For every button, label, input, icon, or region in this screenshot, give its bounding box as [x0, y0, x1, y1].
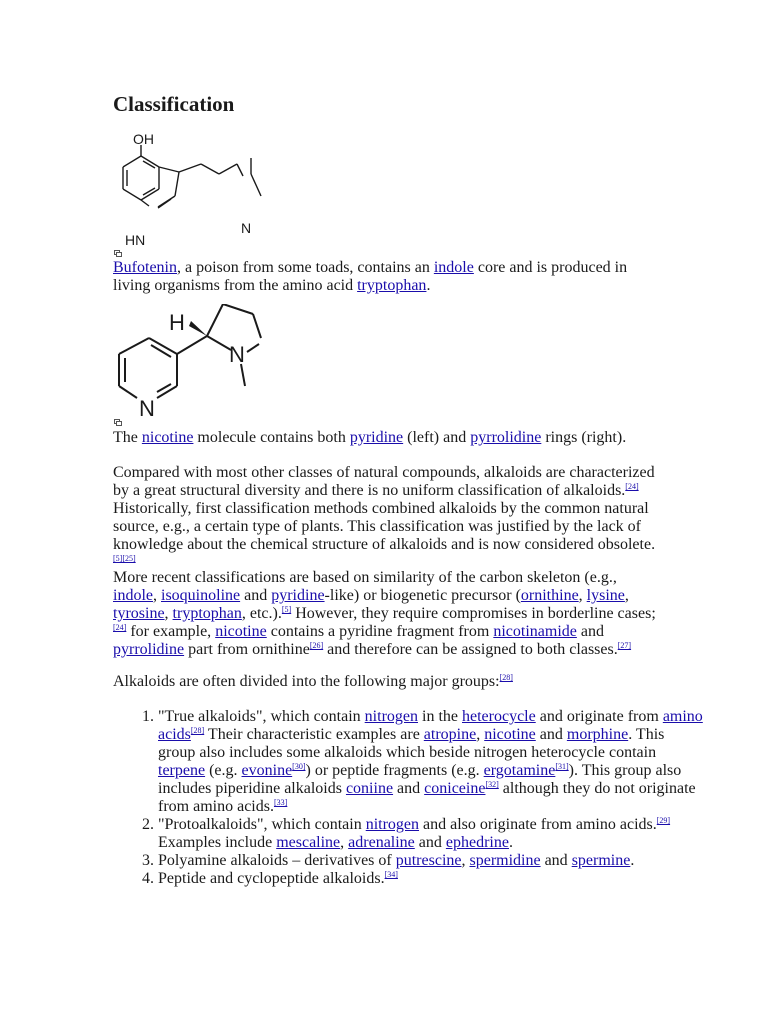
citation-link[interactable]: [28] — [499, 673, 513, 682]
link-atropine[interactable]: atropine — [423, 726, 477, 743]
paragraph-2 — [113, 569, 658, 659]
hn-label: HN — [125, 232, 146, 248]
body-text: Polyamine alkaloids – derivatives of — [158, 852, 396, 869]
enlarge-icon[interactable] — [114, 419, 122, 426]
citation-link[interactable]: [26] — [309, 641, 324, 650]
link-tryptophan[interactable]: tryptophan — [357, 277, 427, 294]
body-text: in the — [418, 708, 462, 725]
link-nicotine[interactable]: nicotine — [484, 726, 536, 743]
link-tyrosine[interactable]: tyrosine — [113, 605, 165, 622]
caption-text: The — [113, 429, 142, 446]
body-text: ). This group also includes piperidine alkaloids — [158, 762, 682, 797]
link-amino-acids[interactable]: amino acids — [158, 708, 703, 743]
link-pyrrolidine[interactable]: pyrrolidine — [113, 641, 185, 658]
n-label: N — [241, 220, 252, 236]
body-text: , — [578, 587, 587, 604]
body-text: contains a pyridine fragment from — [266, 623, 494, 640]
body-text: , — [476, 726, 485, 743]
list-number: 4. — [142, 870, 154, 887]
link-coniine[interactable]: coniine — [345, 780, 394, 797]
link-ornithine[interactable]: ornithine — [520, 587, 579, 604]
caption-text: . — [426, 277, 431, 294]
body-text: and also originate from amino acids. — [419, 816, 657, 833]
body-text: , — [164, 605, 173, 622]
body-text: . — [630, 852, 635, 869]
citation-link[interactable]: [27] — [617, 641, 632, 650]
body-text: "Protoalkaloids", which contain — [158, 816, 366, 833]
link-spermine[interactable]: spermine — [571, 852, 631, 869]
link-mescaline[interactable]: mescaline — [276, 834, 341, 851]
body-text: , etc.). — [241, 605, 282, 622]
body-text: and — [535, 726, 567, 743]
body-text: -like) or biogenetic precursor ( — [324, 587, 521, 604]
body-text: Historically, first classification methods combined alkaloids by the common natural source, e.g., a certain type of plants. This classification was justified by the lack of knowledge about the chemical structure of alkaloids and is now considered obsolete. — [113, 500, 656, 553]
caption-text: rings (right). — [541, 429, 627, 446]
body-text: although they do not originate from amino acids. — [158, 780, 696, 815]
body-text: and — [576, 623, 604, 640]
link-indole[interactable]: indole — [433, 259, 474, 276]
paragraph-1 — [113, 464, 658, 572]
body-text: for example, — [126, 623, 216, 640]
body-text: Examples include — [158, 834, 277, 851]
bufotenin-molecule — [113, 128, 273, 250]
link-nitrogen[interactable]: nitrogen — [364, 708, 418, 725]
caption-text: , a poison from some toads, contains an — [177, 259, 434, 276]
link-nicotine[interactable]: nicotine — [141, 429, 194, 446]
body-text: and — [240, 587, 272, 604]
link-bufotenin[interactable]: Bufotenin — [113, 259, 177, 276]
link-evonine[interactable]: evonine — [241, 762, 293, 779]
body-text: ) or peptide fragments (e.g. — [305, 762, 484, 779]
body-text: Compared with most other classes of natural compounds, alkaloids are characterized by a great structural diversity and there is no uniform classification of alkaloids. — [113, 464, 655, 499]
list-item — [142, 870, 703, 888]
body-text: , — [340, 834, 349, 851]
link-nitrogen[interactable]: nitrogen — [365, 816, 420, 833]
citation-link[interactable]: [5] — [281, 605, 292, 614]
body-text: and — [393, 780, 425, 797]
body-text: "True alkaloids", which contain — [158, 708, 365, 725]
list-item — [142, 708, 703, 816]
enlarge-icon[interactable] — [114, 250, 122, 257]
link-pyridine[interactable]: pyridine — [349, 429, 404, 446]
link-ephedrine[interactable]: ephedrine — [445, 834, 509, 851]
alkaloid-groups-list — [113, 708, 703, 888]
citation-link[interactable]: [5][25] — [113, 554, 136, 563]
body-text: and — [540, 852, 572, 869]
n-label-pyridine: N — [139, 396, 155, 421]
body-text: . — [508, 834, 513, 851]
body-text: Alkaloids are often divided into the following major groups: — [113, 673, 500, 690]
link-coniceine[interactable]: coniceine — [424, 780, 486, 797]
oh-label: OH — [133, 131, 154, 147]
citation-link[interactable]: [34] — [384, 870, 398, 879]
citation-link[interactable]: [30] — [292, 762, 306, 771]
bufotenin-caption — [113, 259, 658, 295]
nicotine-caption — [113, 429, 658, 447]
link-indole[interactable]: indole — [113, 587, 153, 604]
link-terpene[interactable]: terpene — [158, 762, 206, 779]
body-text: . This group also includes some alkaloids which beside nitrogen heterocycle contain — [158, 726, 665, 761]
section-heading: Classification — [113, 92, 235, 116]
link-tryptophan[interactable]: tryptophan — [172, 605, 242, 622]
caption-text: molecule contains both — [193, 429, 350, 446]
citation-link[interactable]: [24] — [113, 623, 127, 632]
citation-link[interactable]: [31] — [555, 762, 569, 771]
link-putrescine[interactable]: putrescine — [395, 852, 462, 869]
n-label-pyrrolidine: N — [229, 342, 245, 367]
link-heterocycle[interactable]: heterocycle — [462, 708, 536, 725]
list-number: 1. — [142, 708, 154, 725]
citation-link[interactable]: [32] — [485, 780, 499, 789]
link-morphine[interactable]: morphine — [566, 726, 629, 743]
list-item — [142, 816, 703, 852]
body-text: However, they require compromises in borderline cases; — [291, 605, 656, 622]
list-item — [142, 852, 703, 870]
link-isoquinoline[interactable]: isoquinoline — [161, 587, 241, 604]
list-number: 2. — [142, 816, 154, 833]
h-label: H — [169, 310, 185, 335]
body-text: part from ornithine — [184, 641, 310, 658]
bufotenin-structure-image[interactable] — [113, 128, 273, 250]
citation-link[interactable]: [24] — [625, 482, 639, 491]
link-ergotamine[interactable]: ergotamine — [483, 762, 556, 779]
body-text: , — [461, 852, 470, 869]
citation-link[interactable]: [28] — [190, 726, 205, 735]
body-text: , — [624, 587, 629, 604]
body-text: Peptide and cyclopeptide alkaloids. — [158, 870, 385, 887]
caption-text: (left) and — [403, 429, 471, 446]
citation-link[interactable]: [29] — [656, 816, 671, 825]
link-pyridine[interactable]: pyridine — [271, 587, 325, 604]
body-text: and — [414, 834, 446, 851]
citation-link[interactable]: [33] — [273, 798, 288, 807]
body-text: Their characteristic examples are — [204, 726, 424, 743]
body-text: More recent classifications are based on similarity of the carbon skeleton (e.g., — [113, 569, 617, 586]
body-text: and originate from — [535, 708, 663, 725]
nicotine-structure-image[interactable] — [113, 304, 273, 422]
link-nicotinamide[interactable]: nicotinamide — [493, 623, 577, 640]
link-adrenaline[interactable]: adrenaline — [348, 834, 415, 851]
body-text: , — [153, 587, 161, 604]
link-lysine[interactable]: lysine — [586, 587, 625, 604]
link-pyrrolidine[interactable]: pyrrolidine — [470, 429, 542, 446]
body-text: (e.g. — [205, 762, 242, 779]
paragraph-3 — [113, 673, 658, 691]
body-text: and therefore can be assigned to both classes. — [323, 641, 618, 658]
link-spermidine[interactable]: spermidine — [469, 852, 541, 869]
caption-text: core and is produced in living organisms from the amino acid — [113, 259, 628, 294]
nicotine-molecule — [113, 304, 273, 422]
list-number: 3. — [142, 852, 154, 869]
link-nicotine[interactable]: nicotine — [215, 623, 267, 640]
